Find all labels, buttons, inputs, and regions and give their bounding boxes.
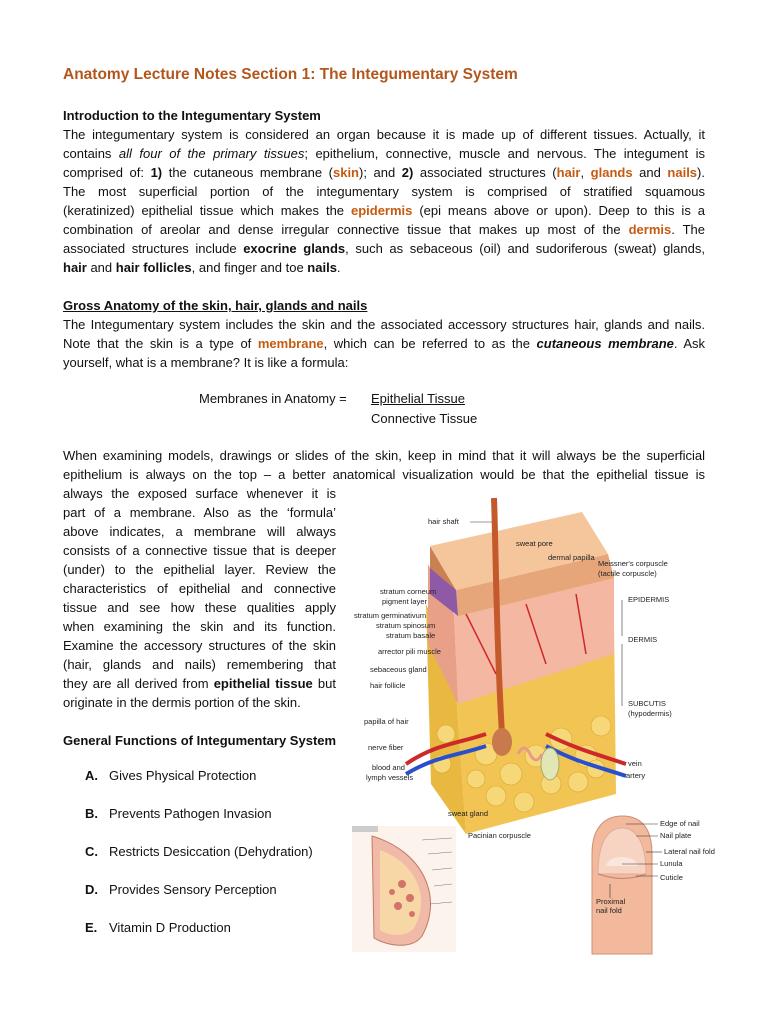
formula-lhs: Membranes in Anatomy = bbox=[199, 391, 347, 406]
list-item: C. Restricts Desiccation (Dehydration) bbox=[85, 844, 313, 859]
svg-text:Nail plate: Nail plate bbox=[660, 831, 692, 840]
svg-text:lymph vessels: lymph vessels bbox=[366, 773, 414, 782]
functions-list bbox=[85, 768, 313, 958]
svg-text:sweat pore: sweat pore bbox=[516, 539, 553, 548]
svg-text:DERMIS: DERMIS bbox=[628, 635, 658, 644]
svg-text:vein: vein bbox=[628, 759, 642, 768]
page-title: Anatomy Lecture Notes Section 1: The Integumentary System bbox=[63, 66, 518, 83]
breast-illustration bbox=[352, 826, 456, 952]
list-item: A. Gives Physical Protection bbox=[85, 768, 257, 783]
svg-text:blood and: blood and bbox=[372, 763, 405, 772]
list-item: E. Vitamin D Production bbox=[85, 920, 231, 935]
svg-text:stratum germinativum: stratum germinativum bbox=[354, 611, 427, 620]
svg-text:stratum spinosum: stratum spinosum bbox=[376, 621, 436, 630]
svg-text:sweat gland: sweat gland bbox=[448, 809, 489, 818]
svg-text:(tactile corpuscle): (tactile corpuscle) bbox=[598, 569, 657, 578]
svg-text:hair follicle: hair follicle bbox=[370, 681, 406, 690]
formula-denominator: Connective Tissue bbox=[371, 411, 478, 426]
skin-block-illustration bbox=[406, 498, 626, 834]
gross-paragraph: The Integumentary system includes the skin and the associated accessory structures hair, glands and nails. Note that the skin is a type of membrane, which can be referred to as the cutaneous membrane. Ask yourself, what is a membrane? It is like a formula: bbox=[63, 317, 706, 370]
svg-text:Proximal: Proximal bbox=[596, 897, 626, 906]
formula-numerator: Epithelial Tissue bbox=[371, 391, 465, 406]
svg-text:EPIDERMIS: EPIDERMIS bbox=[628, 595, 670, 604]
functions-heading: General Functions of Integumentary System bbox=[63, 733, 337, 748]
svg-text:Lunula: Lunula bbox=[660, 859, 683, 868]
svg-text:arrector pili muscle: arrector pili muscle bbox=[378, 647, 441, 656]
svg-text:sebaceous gland: sebaceous gland bbox=[370, 665, 427, 674]
intro-heading: Introduction to the Integumentary System bbox=[63, 108, 321, 123]
svg-text:Pacinian corpuscle: Pacinian corpuscle bbox=[468, 831, 531, 840]
svg-text:Edge of nail: Edge of nail bbox=[660, 819, 700, 828]
svg-text:nail fold: nail fold bbox=[596, 906, 622, 915]
svg-text:papilla of hair: papilla of hair bbox=[364, 717, 409, 726]
svg-text:pigment layer: pigment layer bbox=[382, 597, 428, 606]
svg-text:Cuticle: Cuticle bbox=[660, 873, 683, 882]
svg-text:SUBCUTIS: SUBCUTIS bbox=[628, 699, 666, 708]
svg-text:Meissner's corpuscle: Meissner's corpuscle bbox=[598, 559, 668, 568]
gross-heading: Gross Anatomy of the skin, hair, glands and nails bbox=[63, 298, 368, 313]
svg-text:stratum basale: stratum basale bbox=[386, 631, 436, 640]
svg-text:hair shaft: hair shaft bbox=[428, 517, 459, 526]
list-item: D. Provides Sensory Perception bbox=[85, 882, 277, 897]
svg-text:Lateral nail fold: Lateral nail fold bbox=[664, 847, 715, 856]
svg-text:dermal papilla: dermal papilla bbox=[548, 553, 595, 562]
intro-paragraph: The integumentary system is considered an organ because it is made up of different tissues. Actually, it contains all four of the primary tissues; epithelium, connective, muscle and nervous. The integument is comprised of: 1) the cutaneous membrane (skin); and 2) associated structures (hair, glands and nails). The most superficial portion of the integumentary system is comprised of stratified squamous (keratinized) epithelial tissue which makes the epidermis (epi means above or upon). Deep to this is a combination of areolar and dense irregular connective tissue that makes up most of the dermis. The associated structures include exocrine glands, such as sebaceous (oil) and sudoriferous (sweat) glands, hair and hair follicles, and finger and toe nails. bbox=[63, 127, 705, 275]
svg-text:(hypodermis): (hypodermis) bbox=[628, 709, 672, 718]
examine-paragraph-narrow: always the exposed surface whenever it is part of a membrane. Also as the ‘formula’ above indicates, a membrane will always consists of a connective tissue that is deeper (under) to the epithelial layer. Review the characteristics of epithelial and connective tissue and see how these qualities apply when examining the skin and its function. Examine the accessory structures of the skin (hair, glands and nails) remembering that they are all derived from epithelial tissue but originate in the dermis portion of the skin. bbox=[63, 486, 336, 710]
examine-paragraph-full: When examining models, drawings or slides of the skin, keep in mind that it will always be the superficial epithelium is always on the top – a better anatomical visualization would be that the epithelial tissue is bbox=[63, 448, 705, 482]
fingernail-illustration bbox=[592, 816, 652, 954]
svg-text:artery: artery bbox=[626, 771, 646, 780]
svg-text:stratum corneum: stratum corneum bbox=[380, 587, 437, 596]
skin-anatomy-figure bbox=[346, 494, 715, 954]
list-item: B. Prevents Pathogen Invasion bbox=[85, 806, 272, 821]
svg-text:nerve fiber: nerve fiber bbox=[368, 743, 404, 752]
